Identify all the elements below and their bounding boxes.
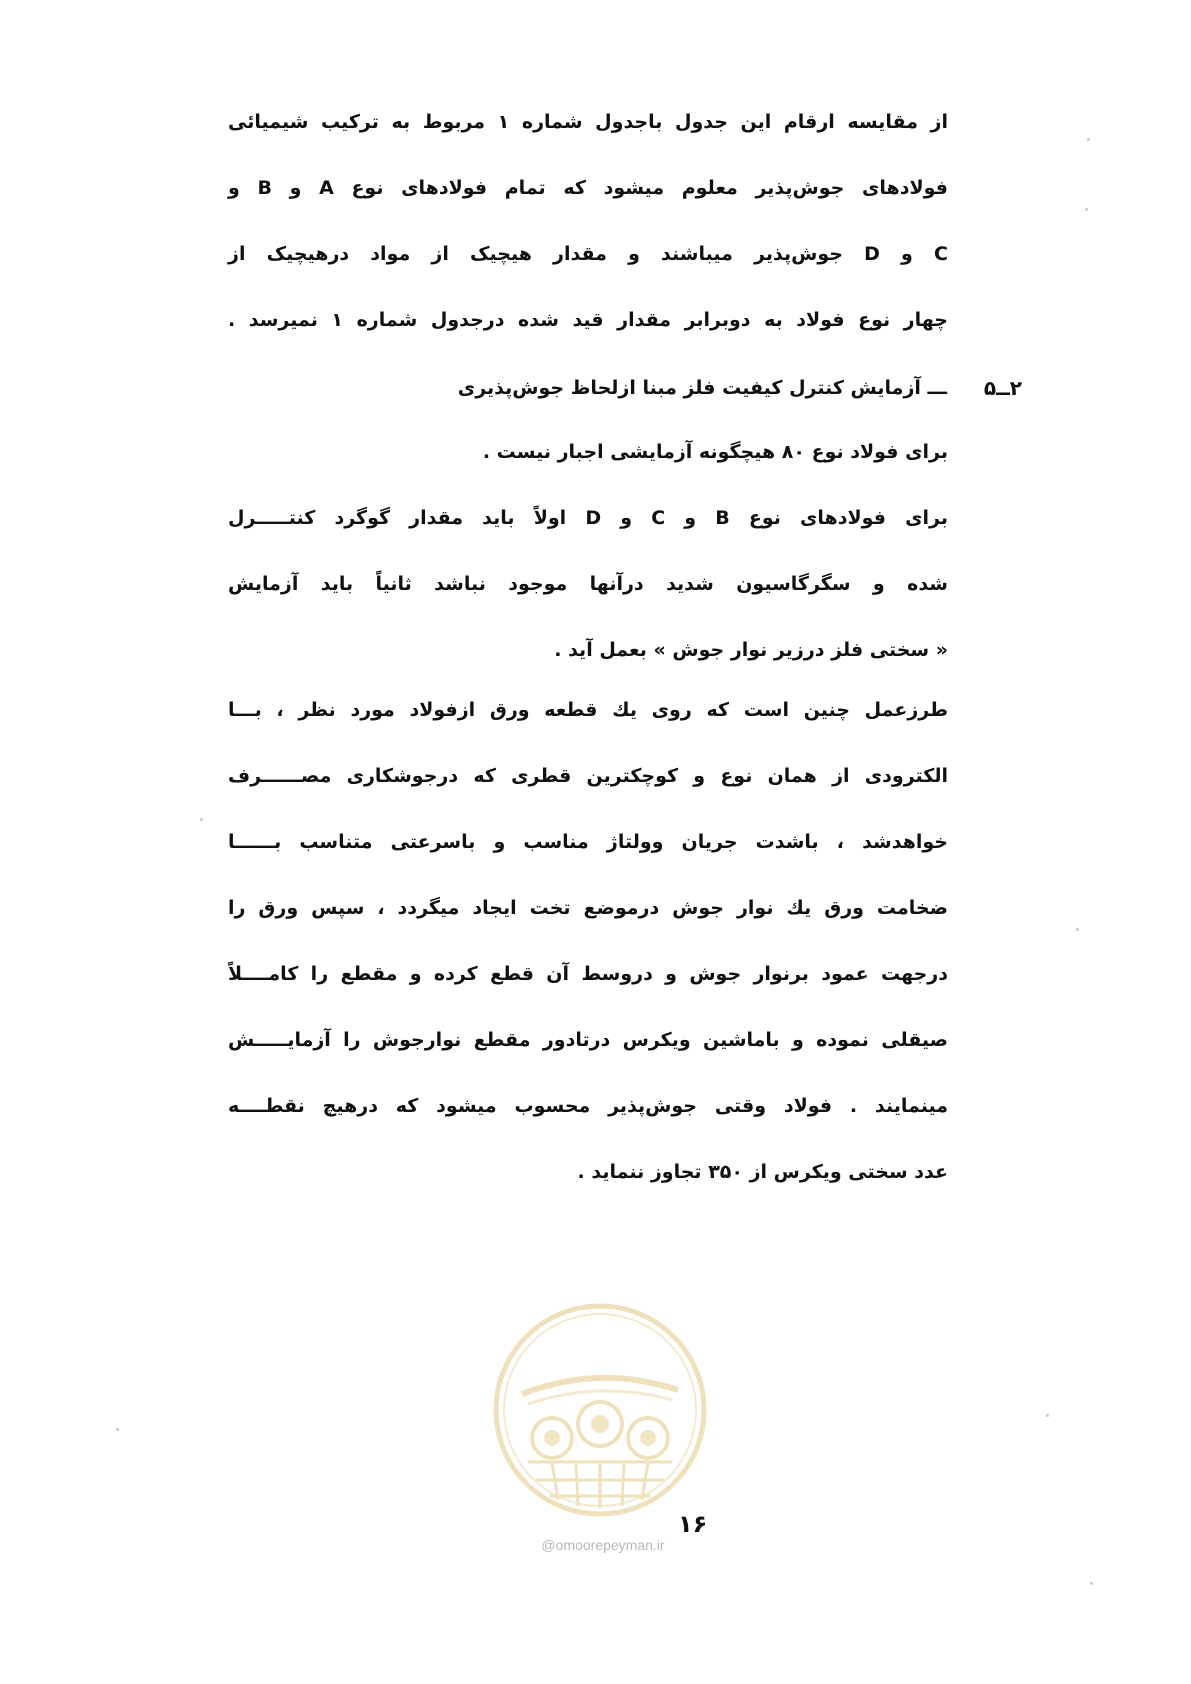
scan-speck — [200, 818, 203, 821]
paragraph-test-requirements — [228, 432, 948, 672]
scan-speck — [1085, 208, 1088, 211]
text-line: برای فولاد نوع ۸۰ هیچگونه آزمایشی اجبار نیست . — [482, 441, 948, 463]
text-line: الکترودی از همان نوع و کوچکترین قطری که درجوشکاری مصــــــرف — [228, 765, 948, 787]
section-number: ۲ــ۵ — [983, 376, 1022, 400]
text-line: ضخامت ورق یك نوار جوش درموضع تخت ایجاد میگردد ، سپس ورق را — [228, 897, 948, 919]
text-line: « سختی فلز درزیر نوار جوش » بعمل آید . — [554, 639, 948, 661]
watermark-caption: @omoorepeyman.ir — [541, 1537, 665, 1553]
text-line: از مقایسه ارقام این جدول باجدول شماره ۱ مربوط به ترکیب شیمیائی — [228, 111, 949, 133]
paragraph-procedure — [228, 690, 948, 1250]
text-line: چهار نوع فولاد به دوبرابر مقدار قید شده درجدول شماره ۱ نمیرسد . — [228, 309, 948, 331]
text-line: مینمایند . فولاد وقتی جوش‌پذیر محسوب میشود که درهیچ نقطــــه — [228, 1095, 948, 1117]
text-line: برای فولادهای نوع B و C و D اولاً باید مقدار گوگرد کنتـــــرل — [228, 507, 948, 529]
text-line: عدد سختی ویکرس از ۳۵۰ تجاوز ننماید . — [577, 1161, 948, 1183]
watermark-logo — [492, 1302, 708, 1518]
text-line: فولادهای جوش‌پذیر معلوم میشود که تمام فولادهای نوع A و B و — [228, 177, 948, 199]
text-line: شده و سگرگاسیون شدید درآنها موجود نباشد ثانیاً باید آزمایش — [228, 573, 948, 595]
paragraph-chemical-comparison — [228, 102, 948, 342]
section-heading: ـــ آزمایش کنترل کیفیت فلز مبنا ازلحاظ جوش‌پذیری — [457, 377, 947, 399]
text-line: C و D جوش‌پذیر میباشند و مقدار هیچیک از مواد درهیچیک از — [228, 243, 948, 265]
page-number: ۱۶ — [678, 1510, 708, 1538]
text-line: صیقلی نموده و باماشین ویکرس درتادور مقطع نوارجوش را آزمایـــــش — [228, 1029, 948, 1051]
text-line: درجهت عمود برنوار جوش و دروسط آن قطع کرده و مقطع را کامــــلاً — [228, 963, 948, 985]
scan-speck — [1076, 928, 1079, 931]
seal-icon — [492, 1302, 708, 1518]
scan-speck — [1046, 1414, 1049, 1417]
scan-speck — [1090, 1582, 1093, 1585]
text-line: طرزعمل چنین است که روی یك قطعه ورق ازفولاد مورد نظر ، بـــا — [228, 699, 948, 721]
text-line: خواهدشد ، باشدت جریان وولتاژ مناسب و باسرعتی متناسب بــــــا — [228, 831, 948, 853]
scan-speck — [116, 1428, 119, 1431]
scan-speck — [1087, 138, 1090, 141]
